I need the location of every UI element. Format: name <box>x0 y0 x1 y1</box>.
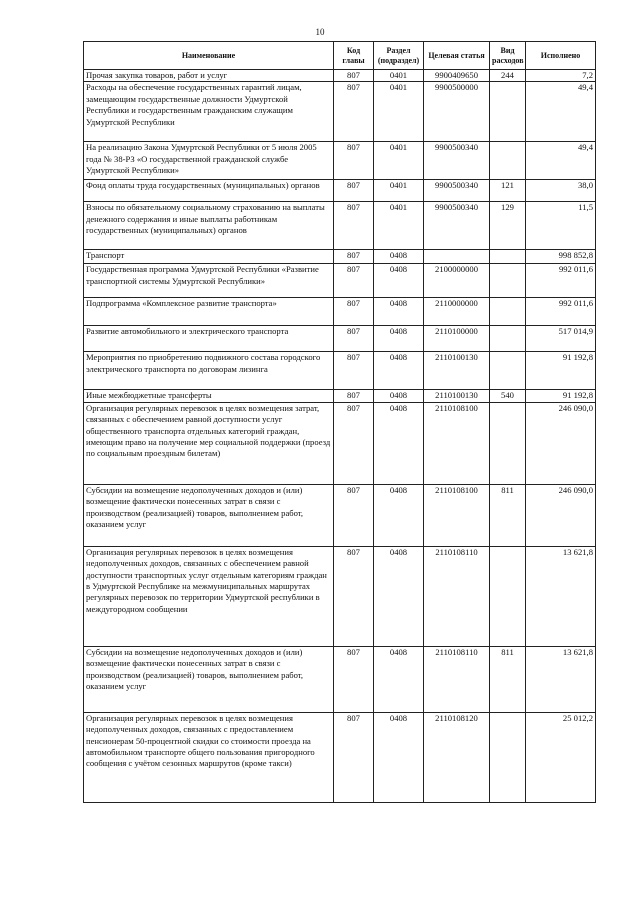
cell-glava: 807 <box>334 646 374 712</box>
header-name: Наименование <box>84 42 334 70</box>
cell-name: Взносы по обязательному социальному страхованию на выплаты денежного содержания и иные выплаты работникам государственных (муниципальных) органов <box>84 202 334 250</box>
cell-amount: 992 011,6 <box>526 298 596 326</box>
cell-glava: 807 <box>334 82 374 142</box>
cell-statya: 9900500340 <box>424 202 490 250</box>
cell-vid: 244 <box>490 70 526 82</box>
cell-amount: 13 621,8 <box>526 646 596 712</box>
cell-statya: 2110000000 <box>424 298 490 326</box>
cell-name: Мероприятия по приобретению подвижного состава городского электрического транспорта по договорам лизинга <box>84 352 334 390</box>
cell-razdel: 0408 <box>374 402 424 484</box>
table-row <box>84 82 596 142</box>
cell-amount: 992 011,6 <box>526 264 596 298</box>
cell-razdel: 0401 <box>374 142 424 180</box>
cell-glava: 807 <box>334 202 374 250</box>
cell-vid <box>490 402 526 484</box>
cell-razdel: 0401 <box>374 180 424 202</box>
cell-statya: 9900500000 <box>424 82 490 142</box>
cell-glava: 807 <box>334 142 374 180</box>
cell-vid: 129 <box>490 202 526 250</box>
cell-statya: 2110108100 <box>424 484 490 546</box>
cell-statya: 2110100000 <box>424 326 490 352</box>
header-vid: Вид расходов <box>490 42 526 70</box>
cell-razdel: 0401 <box>374 70 424 82</box>
cell-razdel: 0408 <box>374 352 424 390</box>
header-amount: Исполнено <box>526 42 596 70</box>
cell-amount: 49,4 <box>526 82 596 142</box>
cell-amount: 91 192,8 <box>526 352 596 390</box>
cell-razdel: 0408 <box>374 264 424 298</box>
cell-glava: 807 <box>334 298 374 326</box>
cell-razdel: 0408 <box>374 298 424 326</box>
table-row <box>84 70 596 82</box>
cell-vid: 121 <box>490 180 526 202</box>
cell-amount: 246 090,0 <box>526 402 596 484</box>
cell-razdel: 0408 <box>374 326 424 352</box>
cell-razdel: 0408 <box>374 484 424 546</box>
table-body <box>84 70 596 803</box>
cell-amount: 91 192,8 <box>526 390 596 402</box>
cell-glava: 807 <box>334 546 374 646</box>
cell-razdel: 0408 <box>374 712 424 802</box>
header-razdel: Раздел (подраздел) <box>374 42 424 70</box>
cell-amount: 13 621,8 <box>526 546 596 646</box>
cell-glava: 807 <box>334 180 374 202</box>
cell-name: Иные межбюджетные трансферты <box>84 390 334 402</box>
cell-amount: 7,2 <box>526 70 596 82</box>
header-statya: Целевая статья <box>424 42 490 70</box>
cell-vid <box>490 712 526 802</box>
header-glava: Код главы <box>334 42 374 70</box>
cell-name: Организация регулярных перевозок в целях возмещения недополученных доходов, связанных с обеспечением равной доступности транспортных услуг отдельным категориям граждан в Удмуртской Республике на межмуниципальных маршрутах регулярных перевозок по территории Удмуртской республики в междугородном сообщении <box>84 546 334 646</box>
table-row <box>84 546 596 646</box>
cell-name: Развитие автомобильного и электрического транспорта <box>84 326 334 352</box>
table-row <box>84 712 596 802</box>
cell-glava: 807 <box>334 402 374 484</box>
table-row <box>84 264 596 298</box>
page-number: 10 <box>315 27 325 37</box>
cell-statya: 2110108100 <box>424 402 490 484</box>
cell-statya: 9900500340 <box>424 142 490 180</box>
cell-vid: 540 <box>490 390 526 402</box>
cell-statya: 9900500340 <box>424 180 490 202</box>
cell-amount: 38,0 <box>526 180 596 202</box>
cell-statya: 2110100130 <box>424 352 490 390</box>
cell-glava: 807 <box>334 390 374 402</box>
cell-name: Транспорт <box>84 250 334 264</box>
cell-statya: 9900409650 <box>424 70 490 82</box>
cell-vid <box>490 352 526 390</box>
cell-amount: 998 852,8 <box>526 250 596 264</box>
cell-vid <box>490 546 526 646</box>
table-row <box>84 390 596 402</box>
cell-amount: 49,4 <box>526 142 596 180</box>
table-row <box>84 180 596 202</box>
cell-glava: 807 <box>334 712 374 802</box>
cell-name: Подпрограмма «Комплексное развитие транспорта» <box>84 298 334 326</box>
cell-statya: 2110100130 <box>424 390 490 402</box>
cell-name: Прочая закупка товаров, работ и услуг <box>84 70 334 82</box>
cell-amount: 11,5 <box>526 202 596 250</box>
cell-statya: 2110108110 <box>424 546 490 646</box>
table-header-row <box>84 42 596 70</box>
table-row <box>84 484 596 546</box>
table-row <box>84 298 596 326</box>
cell-statya: 2110108120 <box>424 712 490 802</box>
table-row <box>84 326 596 352</box>
cell-statya <box>424 250 490 264</box>
cell-razdel: 0401 <box>374 82 424 142</box>
cell-name: Субсидии на возмещение недополученных доходов и (или) возмещение фактически понесенных затрат в связи с производством (реализацией) товаров, выполнением работ, оказанием услуг <box>84 646 334 712</box>
cell-razdel: 0408 <box>374 390 424 402</box>
cell-razdel: 0401 <box>374 202 424 250</box>
cell-glava: 807 <box>334 70 374 82</box>
table-row <box>84 352 596 390</box>
table-row <box>84 402 596 484</box>
cell-vid: 811 <box>490 484 526 546</box>
cell-name: Организация регулярных перевозок в целях возмещения затрат, связанных с обеспечением равной доступности услуг общественного транспорта отдельных категорий граждан, имеющим право на получение мер социальной поддержки (проезд по социальным проездным билетам) <box>84 402 334 484</box>
cell-name: На реализацию Закона Удмуртской Республики от 5 июля 2005 года № 38-РЗ «О государственной гражданской службе Удмуртской Республики» <box>84 142 334 180</box>
cell-amount: 246 090,0 <box>526 484 596 546</box>
cell-statya: 2110108110 <box>424 646 490 712</box>
cell-amount: 25 012,2 <box>526 712 596 802</box>
cell-vid: 811 <box>490 646 526 712</box>
table-row <box>84 646 596 712</box>
cell-name: Фонд оплаты труда государственных (муниципальных) органов <box>84 180 334 202</box>
cell-vid <box>490 142 526 180</box>
cell-name: Субсидии на возмещение недополученных доходов и (или) возмещение фактически понесенных затрат в связи с производством (реализацией) товаров, выполнением работ, оказанием услуг <box>84 484 334 546</box>
cell-vid <box>490 326 526 352</box>
cell-vid <box>490 82 526 142</box>
cell-glava: 807 <box>334 250 374 264</box>
cell-glava: 807 <box>334 264 374 298</box>
cell-name: Расходы на обеспечение государственных гарантий лицам, замещающим государственные должности Удмуртской Республики и государственным гражданским служащим Удмуртской Республики <box>84 82 334 142</box>
cell-glava: 807 <box>334 326 374 352</box>
cell-glava: 807 <box>334 484 374 546</box>
cell-razdel: 0408 <box>374 250 424 264</box>
cell-amount: 517 014,9 <box>526 326 596 352</box>
table-row <box>84 142 596 180</box>
budget-execution-table <box>83 41 596 803</box>
table-row <box>84 202 596 250</box>
cell-razdel: 0408 <box>374 546 424 646</box>
cell-glava: 807 <box>334 352 374 390</box>
table-row <box>84 250 596 264</box>
cell-vid <box>490 264 526 298</box>
cell-name: Государственная программа Удмуртской Республики «Развитие транспортной системы Удмуртской Республики» <box>84 264 334 298</box>
cell-vid <box>490 298 526 326</box>
cell-statya: 2100000000 <box>424 264 490 298</box>
cell-razdel: 0408 <box>374 646 424 712</box>
cell-name: Организация регулярных перевозок в целях возмещения недополученных доходов, связанных с предоставлением пенсионерам 50-процентной скидки со стоимости проезда на автомобильном транспорте общего пользования пригородного сообщения с учётом сезонных маршрутов (кроме такси) <box>84 712 334 802</box>
cell-vid <box>490 250 526 264</box>
